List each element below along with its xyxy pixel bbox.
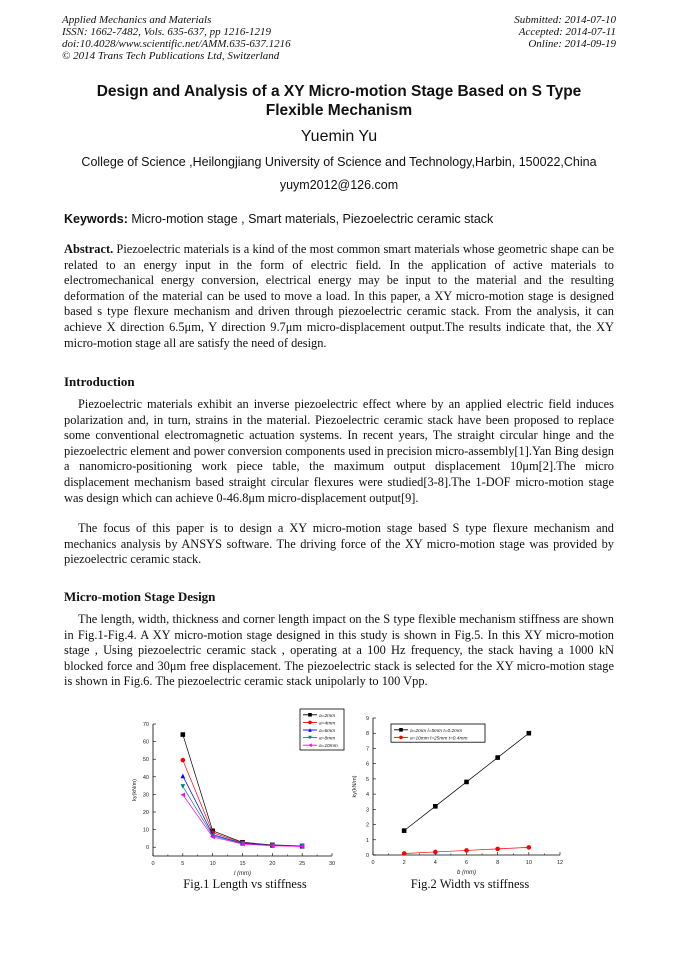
abstract [64, 242, 614, 351]
x-tick-label: 0 [371, 860, 375, 866]
dates-header [514, 14, 616, 50]
y-tick-label: 20 [142, 810, 149, 816]
data-point-marker [402, 828, 407, 833]
data-point-marker [433, 850, 438, 855]
y-tick-label: 9 [365, 716, 369, 722]
section-heading-design: Micro-motion Stage Design [64, 589, 216, 604]
copyright-line: © 2014 Trans Tech Publications Ltd, Switzerland [62, 50, 280, 62]
data-point-marker [402, 851, 407, 856]
data-point-marker [181, 732, 186, 737]
x-tick-label: 5 [181, 861, 185, 867]
data-point-marker [527, 845, 532, 850]
data-point-marker [181, 774, 186, 779]
fig2-width-vs-stiffness-chart [352, 706, 580, 876]
y-tick-label: 70 [142, 722, 149, 728]
series-a-8mm [181, 784, 305, 848]
series-a-6mm [181, 774, 305, 849]
legend-entry: a=8mm [319, 736, 336, 742]
data-point-marker [181, 792, 186, 797]
series-a-2mm [181, 732, 305, 848]
y-tick-label: 8 [365, 731, 369, 738]
doi-line: doi:10.4028/www.scientific.net/AMM.635-637.1216 [62, 38, 291, 50]
y-tick-label: 6 [365, 761, 369, 768]
abstract-text: Piezoelectric materials is a kind of the most common smart materials whose geometric shape can be related to an energy input in the form of electric field. In the application of active materials to electromechanical energy conversion, electrical energy may be input to the material and the resulting deformation of the material can be used to move a load. In this paper, a XY micro-motion stage is designed based s type flexure mechanism and driven through piezoelectric ceramic stack. From the analysis, it can achieve X direction 6.5μm, Y direction 9.7μm micro-displacement output.The results indicate that, the XY micro-motion stage all are satisfy the need of design. [64, 242, 614, 350]
data-point-marker [527, 731, 532, 736]
y-tick-label: 60 [142, 739, 149, 746]
fig1-caption: Fig.1 Length vs stiffness [183, 877, 307, 891]
x-tick-label: 10 [209, 861, 216, 867]
y-axis-label: ky(kN/m) [132, 779, 138, 801]
online-date: Online: 2014-09-19 [528, 38, 616, 50]
y-axis-label: ky(kN/m) [352, 775, 358, 798]
data-point-marker [495, 755, 500, 760]
y-tick-label: 0 [145, 845, 149, 852]
submitted-date: Submitted: 2014-07-10 [514, 14, 616, 26]
x-tick-label: 20 [269, 861, 276, 867]
data-point-marker [464, 848, 469, 853]
data-point-marker [495, 847, 500, 852]
y-tick-label: 7 [365, 746, 369, 753]
data-point-marker [399, 728, 403, 732]
legend-entry: a=4mm [319, 721, 336, 727]
data-point-marker [464, 780, 469, 785]
x-tick-label: 4 [433, 860, 437, 866]
x-tick-label: 0 [151, 861, 155, 867]
data-point-marker [308, 721, 312, 725]
y-tick-label: 10 [142, 827, 149, 834]
intro-paragraph-1: Piezoelectric materials exhibit an inverse piezoelectric effect where by an applied electric field induces polarization and, in turn, strains in the material. Piezoelectric ceramic stack have been proposed to replace some conventional electromagnetic actuation systems. In recent years, The straight circular hinge and the piezoelectric element and power conversion components used in precision micro-assembly[1].Yan Bing design a nanomicro-positioning work piece table, the maximum output displacement 10μm[2].The micro displacement mechanism based straight circular flexures were studied[3-8].The 1-DOF micro-motion stage was design which can achieve 0-46.8μm micro-displacement output[9]. [64, 397, 614, 505]
data-point-marker [433, 804, 438, 809]
y-tick-label: 1 [365, 837, 369, 844]
keywords [64, 212, 493, 226]
x-tick-label: 15 [239, 861, 246, 867]
legend-entry: a=2mm l=5mm t=0.2mm [410, 728, 463, 734]
abstract-label: Abstract. [64, 242, 114, 256]
data-point-marker [181, 784, 186, 789]
y-tick-label: 4 [365, 792, 369, 799]
legend-entry: a=10mm l=25mm t=0.4mm [410, 736, 468, 742]
accepted-date: Accepted: 2014-07-11 [518, 26, 616, 38]
author-email: yuym2012@126.com [279, 178, 399, 192]
fig2-caption: Fig.2 Width vs stiffness [410, 877, 530, 891]
journal-header [62, 14, 291, 62]
y-tick-label: 2 [365, 822, 369, 829]
x-tick-label: 6 [464, 860, 469, 866]
x-axis-label: l (mm) [234, 871, 251, 877]
data-point-marker [308, 713, 312, 717]
series-a-2mm-l-5mm-t-0-2mm [402, 731, 531, 833]
chart-legend [391, 724, 485, 742]
issn-line: ISSN: 1662-7482, Vols. 635-637, pp 1216-1219 [62, 26, 271, 38]
x-tick-label: 8 [496, 860, 500, 866]
y-tick-label: 0 [365, 853, 369, 859]
intro-paragraph-2: The focus of this paper is to design a XY micro-motion stage based S type flexure mechanism and mechanics analysis by ANSYS software. The driving force of the XY micro-motion stage was provided by piezoelectric ceramic stack. [64, 521, 614, 567]
affiliation: College of Science ,Heilongjiang University of Science and Technology,Harbin, 150022,China [81, 155, 597, 169]
paper-title: Design and Analysis of a XY Micro-motion Stage Based on S Type Flexible Mechanism [96, 83, 582, 119]
legend-entry: a=2mm [319, 713, 336, 719]
x-tick-label: 30 [328, 861, 336, 867]
data-point-marker [181, 758, 186, 763]
y-tick-label: 50 [142, 757, 149, 764]
legend-entry: a=10mm [319, 744, 338, 750]
journal-name: Applied Mechanics and Materials [62, 14, 212, 26]
legend-entry: a=6mm [319, 729, 336, 734]
data-point-marker [399, 736, 403, 740]
x-tick-label: 10 [525, 860, 532, 866]
author-name: Yuemin Yu [300, 128, 378, 145]
x-tick-label: 25 [299, 861, 306, 867]
section-heading-introduction: Introduction [64, 374, 135, 389]
y-tick-label: 3 [365, 807, 369, 814]
x-tick-label: 2 [402, 860, 406, 866]
keywords-text: Micro-motion stage , Smart materials, Piezoelectric ceramic stack [127, 212, 494, 226]
x-axis-label: b (mm) [457, 870, 476, 876]
x-tick-label: 12 [556, 860, 564, 866]
y-tick-label: 40 [142, 774, 149, 781]
keywords-label: Keywords: [64, 212, 128, 226]
y-tick-label: 5 [365, 776, 369, 783]
design-paragraph-1: The length, width, thickness and corner length impact on the S type flexible mechanism stiffness are shown in Fig.1-Fig.4. A XY micro-motion stage designed in this study is shown in Fig.5. In this XY micro-motion stage , Using piezoelectric ceramic stack , operating at a 100 Hz frequency, the stack having a 1000 kN blocked force and 30μm free displacement. The piezoelectric stack is selected for the XY micro-motion stage is shown in Fig.6. The piezoelectric ceramic stack unipolarly to 100 Vpp. [64, 612, 614, 689]
chart-legend [300, 709, 344, 750]
y-tick-label: 30 [142, 792, 149, 799]
fig1-length-vs-stiffness-chart [130, 706, 350, 876]
series-a-4mm [181, 758, 305, 849]
